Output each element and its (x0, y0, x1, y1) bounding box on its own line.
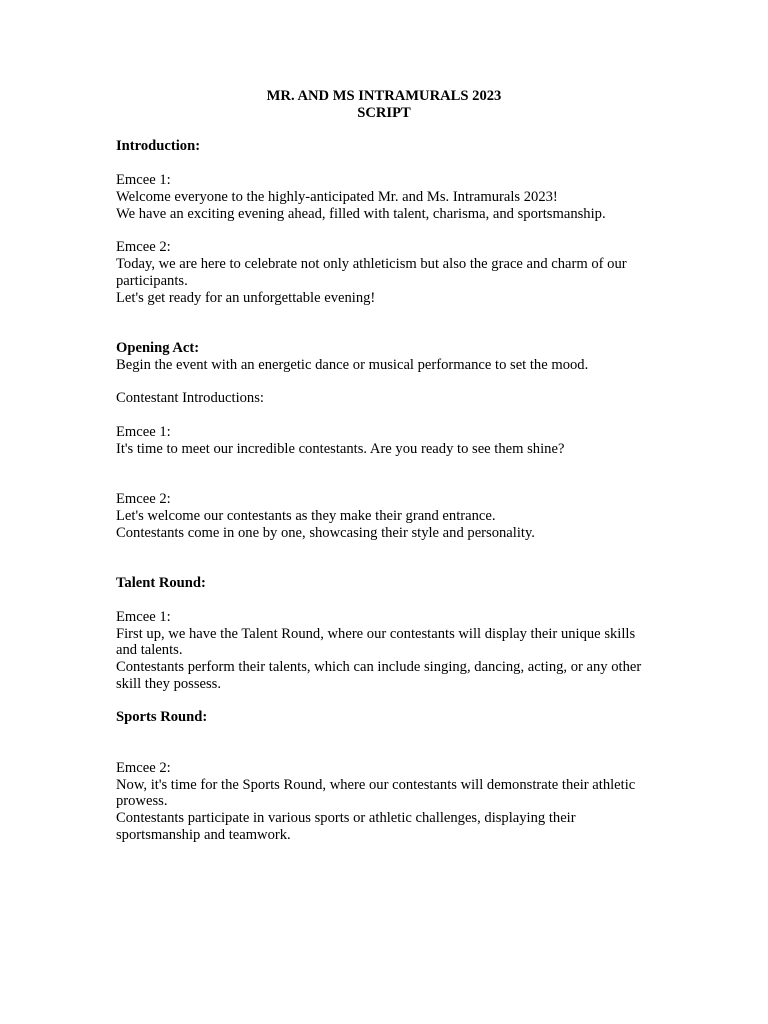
emcee1-label: Emcee 1: (116, 423, 171, 440)
opening-act-emcee1-line-1: It's time to meet our incredible contestants. Are you ready to see them shine? (116, 440, 565, 457)
introduction-heading: Introduction: (116, 138, 201, 155)
emcee1-label: Emcee 1: (116, 171, 171, 188)
introduction-emcee2-line-2: Let's get ready for an unforgettable evening! (116, 289, 376, 306)
talent-round-emcee1-line-1: First up, we have the Talent Round, where our contestants will display their unique skills and talents. (116, 625, 636, 659)
emcee2-label: Emcee 2: (116, 759, 171, 776)
opening-act-line-1: Begin the event with an energetic dance or musical performance to set the mood. (116, 356, 589, 373)
opening-act-section (116, 340, 656, 542)
document-page (116, 88, 656, 844)
opening-act-emcee2-line-2: Contestants come in one by one, showcasing their style and personality. (116, 524, 535, 541)
talent-round-emcee1-line-2: Contestants perform their talents, which can include singing, dancing, acting, or any other skill they possess. (116, 659, 642, 692)
talent-round-heading: Talent Round: (116, 575, 206, 592)
talent-round-section (116, 575, 656, 693)
sports-round-section (116, 709, 656, 843)
opening-act-emcee2-line-1: Let's welcome our contestants as they make their grand entrance. (116, 507, 496, 524)
sports-round-heading: Sports Round: (116, 709, 208, 726)
title-line-1: MR. AND MS INTRAMURALS 2023 (266, 88, 502, 104)
contestant-introductions-label: Contestant Introductions: (116, 390, 264, 407)
introduction-emcee1-line-1: Welcome everyone to the highly-anticipated Mr. and Ms. Intramurals 2023! (116, 188, 558, 205)
sports-round-emcee2-line-1: Now, it's time for the Sports Round, where our contestants will demonstrate their athletic prowess. (116, 776, 636, 810)
opening-act-heading: Opening Act: (116, 339, 200, 356)
introduction-emcee1-line-2: We have an exciting evening ahead, filled with talent, charisma, and sportsmanship. (116, 205, 606, 222)
sports-round-emcee2-line-2: Contestants participate in various sports or athletic challenges, displaying their sportsmanship and teamwork. (116, 810, 576, 844)
emcee2-label: Emcee 2: (116, 239, 171, 256)
document-title (116, 88, 652, 122)
introduction-emcee2-line-1: Today, we are here to celebrate not only athleticism but also the grace and charm of our participants. (116, 255, 627, 289)
introduction-section (116, 138, 656, 306)
title-line-2: SCRIPT (357, 104, 411, 121)
emcee1-label: Emcee 1: (116, 608, 171, 625)
emcee2-label: Emcee 2: (116, 491, 171, 508)
